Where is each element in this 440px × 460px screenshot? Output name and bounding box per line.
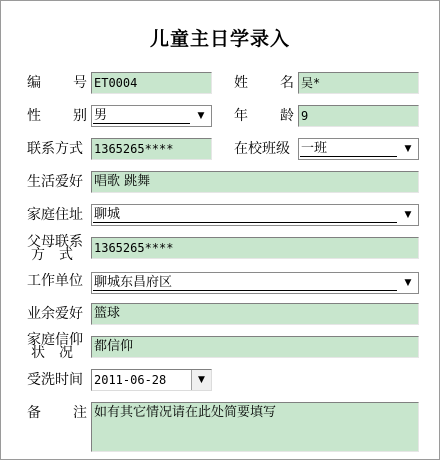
workplace-underline — [93, 290, 397, 291]
chevron-down-icon[interactable]: ▼ — [399, 206, 417, 224]
age-label: 年 龄 — [234, 108, 294, 124]
class-label: 在校班级 — [234, 141, 290, 157]
baptism-time-label: 受洗时间 — [27, 372, 83, 388]
remark-textarea[interactable]: 如有其它情况请在此处简要填写 — [91, 402, 419, 452]
chevron-down-icon[interactable]: ▼ — [399, 274, 417, 292]
address-underline — [93, 222, 397, 223]
contact-field[interactable]: 1365265**** — [91, 138, 212, 160]
id-field[interactable]: ET0004 — [91, 72, 212, 94]
hobby-label: 生活爱好 — [27, 174, 83, 190]
form-title: 儿童主日学录入 — [149, 28, 290, 50]
gender-label: 性 别 — [27, 108, 87, 124]
id-label: 编 号 — [27, 75, 87, 91]
parent-contact-field[interactable]: 1365265**** — [91, 237, 419, 259]
gender-value: 男 — [94, 108, 108, 123]
age-field[interactable]: 9 — [298, 105, 419, 127]
gender-select[interactable] — [91, 105, 212, 127]
chevron-down-icon[interactable]: ▼ — [399, 140, 417, 158]
hobby-field[interactable]: 唱歌 跳舞 — [91, 171, 419, 193]
parent-contact-label: 父母联系 方 式 — [27, 234, 83, 263]
faith-field[interactable]: 都信仰 — [91, 336, 419, 358]
remark-label: 备 注 — [27, 405, 87, 421]
workplace-select[interactable] — [91, 272, 419, 294]
workplace-label: 工作单位 — [27, 273, 83, 289]
leisure-label: 业余爱好 — [27, 306, 83, 322]
chevron-down-icon[interactable]: ▼ — [191, 370, 211, 390]
address-select[interactable] — [91, 204, 419, 226]
class-select[interactable] — [298, 138, 419, 160]
baptism-date-value: 2011-06-28 — [94, 373, 167, 387]
chevron-down-icon[interactable]: ▼ — [192, 107, 210, 125]
leisure-field[interactable]: 篮球 — [91, 303, 419, 325]
contact-label: 联系方式 — [27, 141, 83, 157]
name-label: 姓 名 — [234, 75, 294, 91]
address-label: 家庭住址 — [27, 207, 83, 223]
name-field[interactable]: 吴* — [298, 72, 419, 94]
class-value: 一班 — [301, 141, 328, 156]
gender-underline — [93, 123, 190, 124]
address-value: 聊城 — [94, 207, 121, 222]
baptism-date-picker[interactable] — [91, 369, 212, 391]
class-underline — [300, 156, 397, 157]
faith-label: 家庭信仰 状 况 — [27, 332, 83, 361]
workplace-value: 聊城东昌府区 — [94, 275, 173, 290]
